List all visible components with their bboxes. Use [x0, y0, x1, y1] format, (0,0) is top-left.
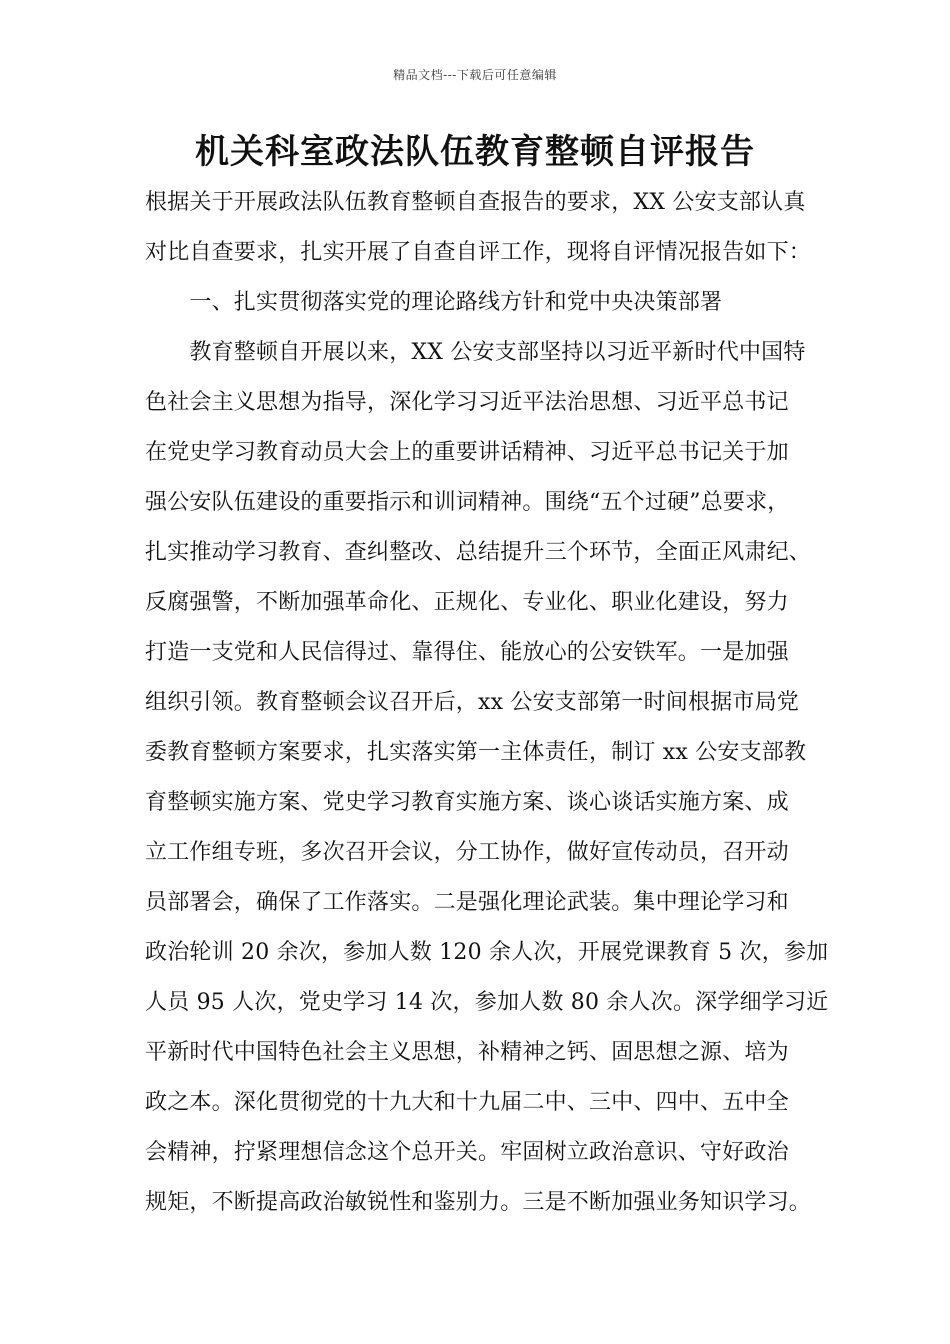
text-line: 组织引领。教育整顿会议召开后，xx 公安支部第一时间根据市局党 [145, 690, 800, 715]
text-line: 平新时代中国特色社会主义思想，补精神之钙、固思想之源、培为 [145, 1040, 789, 1065]
text-line: 对比自查要求，扎实开展了自查自评工作，现将自评情况报告如下： [145, 240, 812, 265]
section-heading: 一、扎实贯彻落实党的理论路线方针和党中央决策部署 [145, 290, 723, 315]
text-line: 规矩，不断提高政治敏锐性和鉴别力。三是不断加强业务知识学习。 [145, 1190, 812, 1215]
text-line: 强公安队伍建设的重要指示和训词精神。围绕“五个过硬”总要求， [145, 490, 790, 515]
text-line: 扎实推动学习教育、查纠整改、总结提升三个环节，全面正风肃纪、 [145, 540, 812, 565]
header-note: 精品文档---下载后可任意编辑 [393, 68, 557, 82]
body-text [145, 178, 829, 1228]
text-line: 会精神，拧紧理想信念这个总开关。牢固树立政治意识、守好政治 [145, 1140, 789, 1165]
text-line: 人员 95 人次，党史学习 14 次，参加人数 80 余人次。深学细学习近 [145, 990, 829, 1015]
text-line: 根据关于开展政法队伍教育整顿自查报告的要求，XX 公安支部认真 [145, 190, 806, 215]
document-title: 机关科室政法队伍教育整顿自评报告 [195, 132, 755, 172]
text-line: 育整顿实施方案、党史学习教育实施方案、谈心谈话实施方案、成 [145, 790, 789, 815]
text-line: 员部署会，确保了工作落实。二是强化理论武装。集中理论学习和 [145, 890, 789, 915]
text-line: 反腐强警，不断加强革命化、正规化、专业化、职业化建设，努力 [145, 590, 789, 615]
text-line: 在党史学习教育动员大会上的重要讲话精神、习近平总书记关于加 [145, 440, 789, 465]
text-line: 立工作组专班，多次召开会议，分工协作，做好宣传动员，召开动 [145, 840, 789, 865]
text-line: 色社会主义思想为指导，深化学习习近平法治思想、习近平总书记 [145, 390, 789, 415]
text-line: 打造一支党和人民信得过、靠得住、能放心的公安铁军。一是加强 [145, 640, 789, 665]
text-line: 政之本。深化贯彻党的十九大和十九届二中、三中、四中、五中全 [145, 1090, 789, 1115]
text-line: 委教育整顿方案要求，扎实落实第一主体责任，制订 xx 公安支部教 [145, 740, 807, 765]
text-line: 教育整顿自开展以来，XX 公安支部坚持以习近平新时代中国特 [145, 340, 806, 365]
text-line: 政治轮训 20 余次，参加人数 120 余人次，开展党课教育 5 次，参加 [145, 940, 829, 965]
